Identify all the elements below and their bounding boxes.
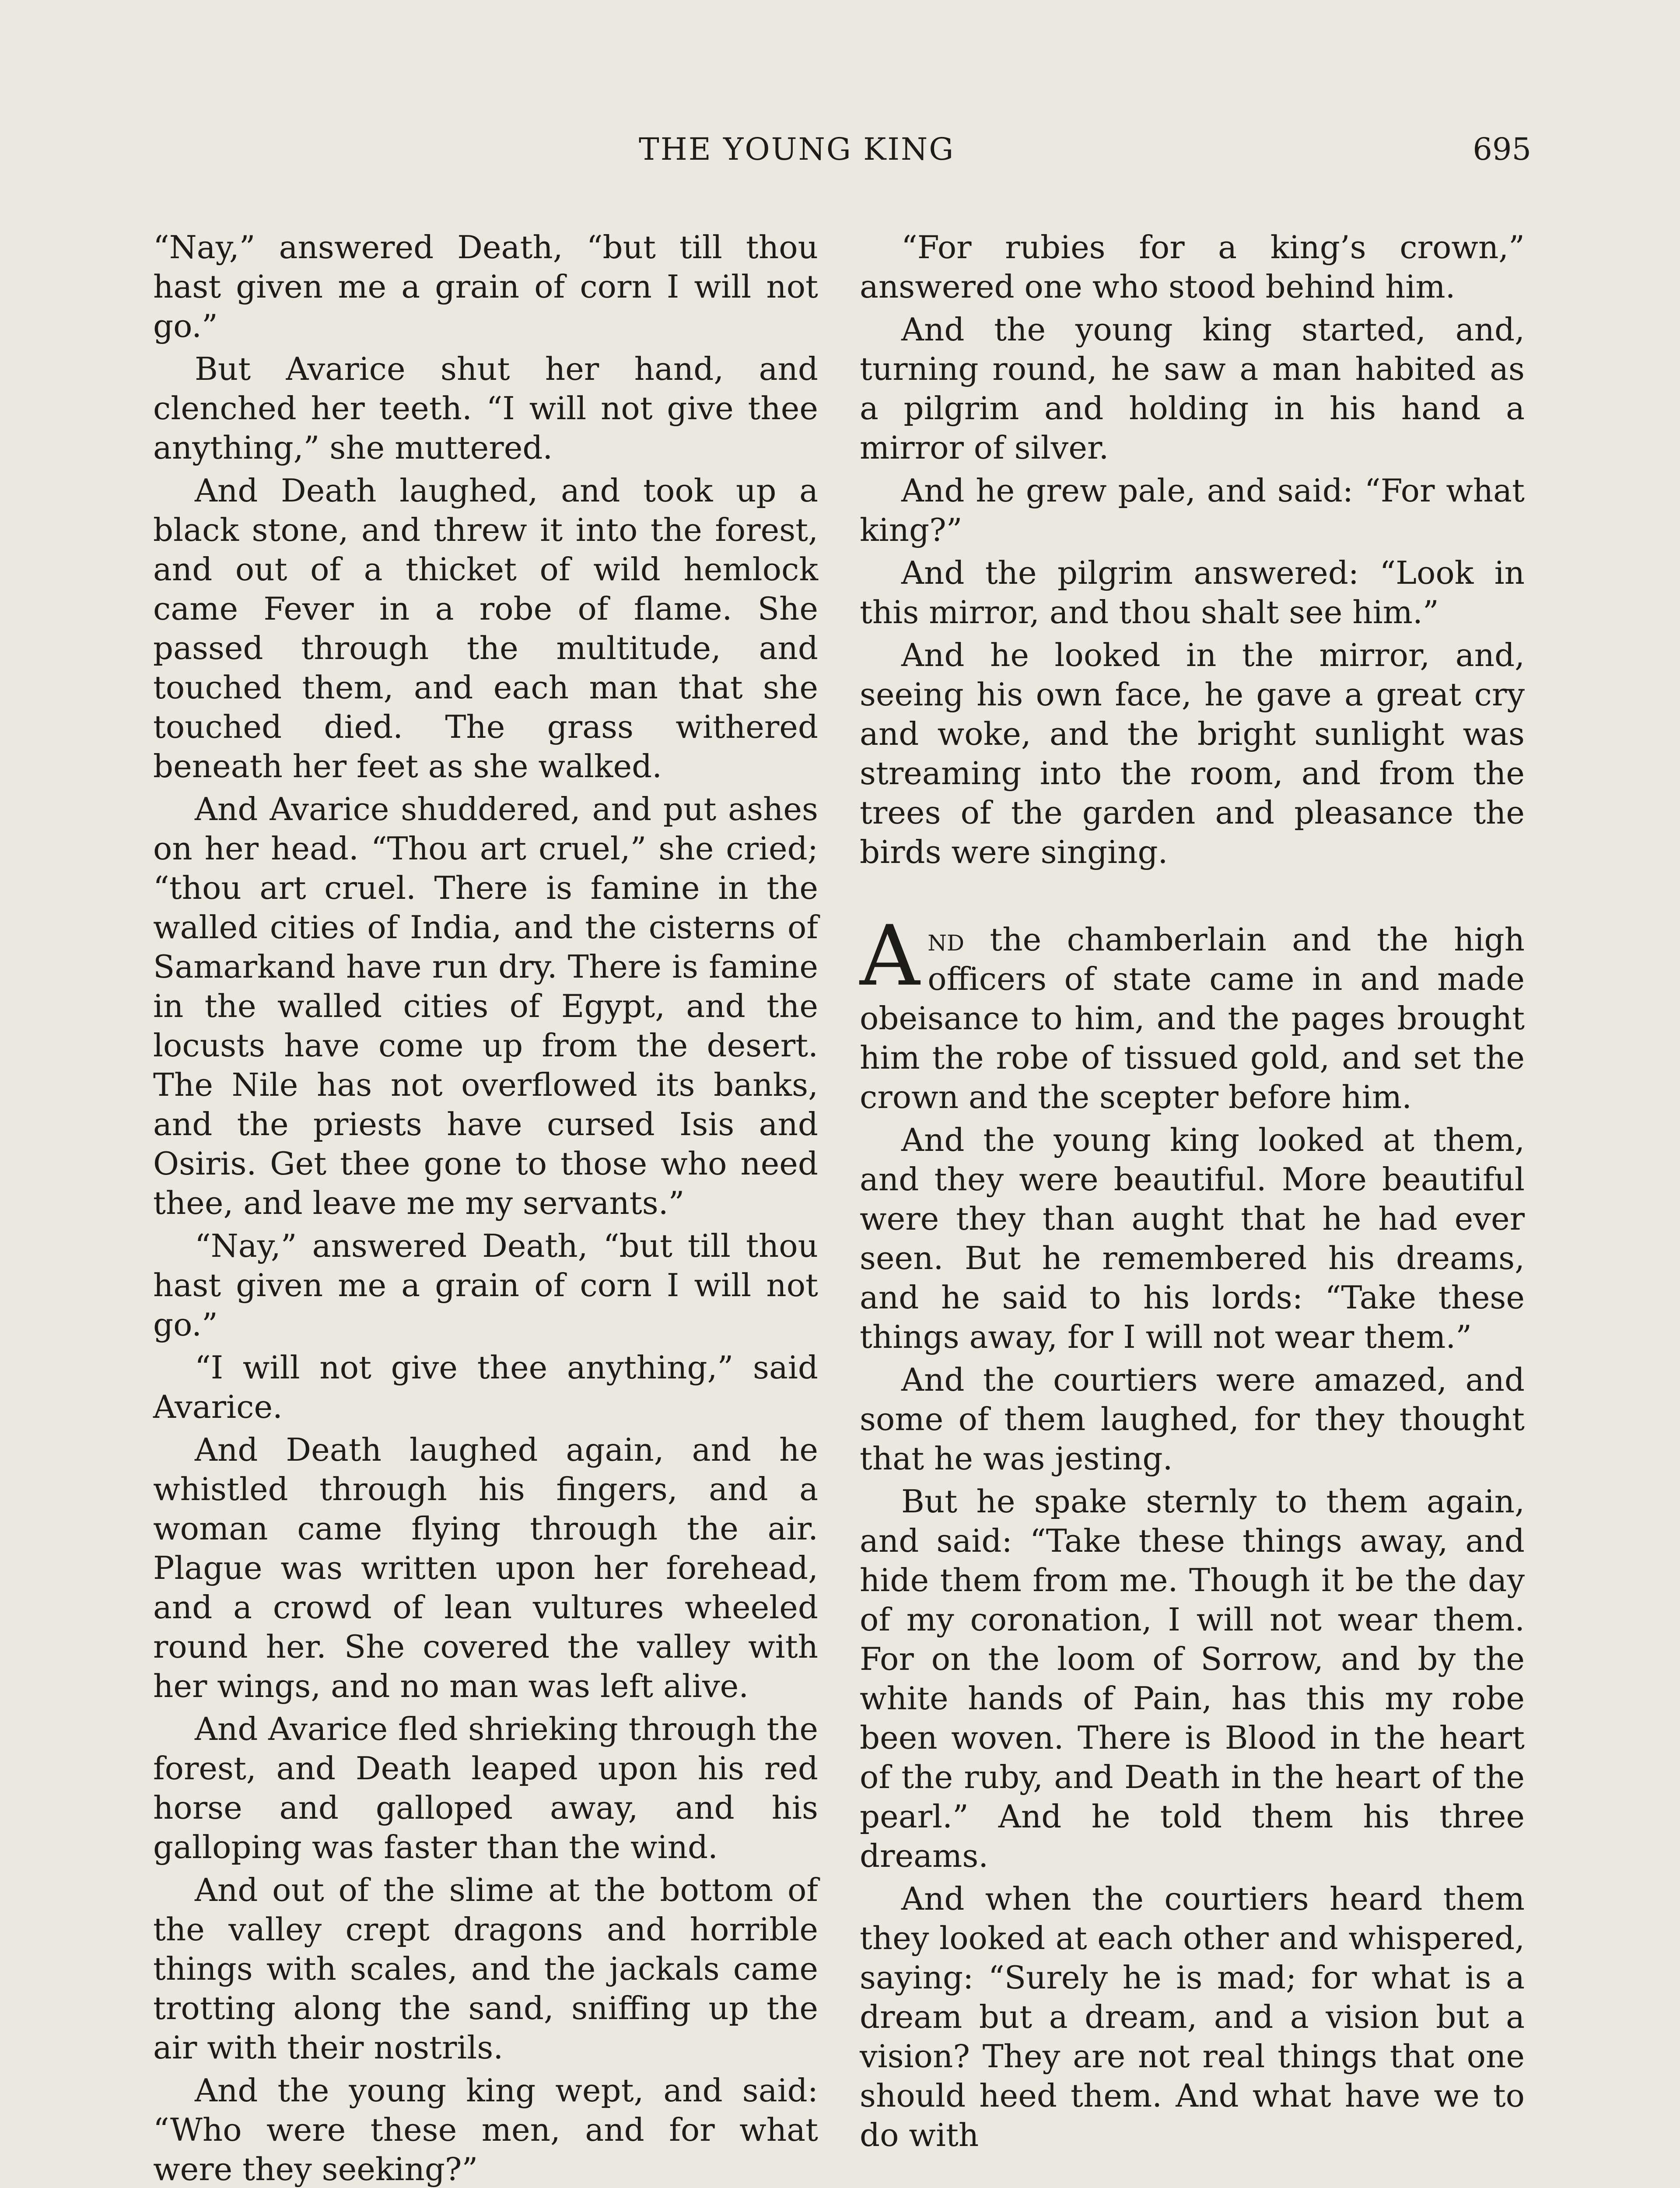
right-column [860, 228, 1525, 2158]
paragraph: “For rubies for a king’s crown,” answered one who stood behind him. [860, 229, 1525, 305]
paragraph: And the young king looked at them, and they were beautiful. More beautiful were they than aught that he had ever seen. But he remembered his dreams, and he said to his lords: “Take these things away, for I will not wear them.” [860, 1122, 1525, 1355]
paragraph: And out of the slime at the bottom of the valley crept dragons and horrible things with scales, and the jackals came trotting along the sand, sniffing up the air with their nostrils. [153, 1872, 818, 2066]
paragraph: And the young king started, and, turning round, he saw a man habited as a pilgrim and holding in his hand a mirror of silver. [860, 311, 1525, 466]
paragraph: And when the courtiers heard them they looked at each other and whispered, saying: “Surely he is mad; for what is a dream but a dream, and a vision but a vision? They are not real things that one should heed them. And what have we to do with [860, 1880, 1525, 2153]
paragraph: And Avarice shuddered, and put ashes on her head. “Thou art cruel,” she cried; “thou art cruel. There is famine in the walled cities of India, and the cisterns of Samarkand have run dry. There is famine in the walled cities of Egypt, and the locusts have come up from the desert. The Nile has not overflowed its banks, and the priests have cursed Isis and Osiris. Get thee gone to those who need thee, and leave me my servants.” [153, 791, 818, 1221]
paragraph: And the young king wept, and said: “Who were these men, and for what were they seeking?” [153, 2072, 818, 2188]
paragraph: And Death laughed again, and he whistled through his fingers, and a woman came flying through the air. Plague was written upon her forehead, and a crowd of lean vultures wheeled round her. She covered the valley with her wings, and no man was left alive. [153, 1431, 818, 1704]
paragraph: And the courtiers were amazed, and some of them laughed, for they thought that he was jesting. [860, 1361, 1525, 1477]
paragraph: But he spake sternly to them again, and said: “Take these things away, and hide them from me. Though it be the day of my coronation, I will not wear them. For on the loom of Sorrow, and by the white hands of Pain, has this my robe been woven. There is Blood in the heart of the ruby, and Death in the heart of the pearl.” And he told them his three dreams. [860, 1483, 1525, 1874]
paragraph: And he grew pale, and said: “For what king?” [860, 472, 1525, 548]
paragraph: And Avarice fled shrieking through the forest, and Death leaped upon his red horse and galloped away, and his galloping was faster than the wind. [153, 1711, 818, 1865]
running-title: THE YOUNG KING [639, 131, 955, 167]
paragraph: And Death laughed, and took up a black stone, and threw it into the forest, and out of a thicket of wild hemlock came Fever in a robe of flame. She passed through the multitude, and touched them, and each man that she touched died. The grass withered beneath her feet as she walked. [153, 472, 818, 785]
paragraph: And the pilgrim answered: “Look in this mirror, and thou shalt see him.” [860, 554, 1525, 631]
paragraph: “Nay,” answered Death, “but till thou hast given me a grain of corn I will not go.” [153, 1227, 818, 1343]
paragraph: “Nay,” answered Death, “but till thou hast given me a grain of corn I will not go.” [153, 229, 818, 344]
paragraph: “I will not give thee anything,” said Avarice. [153, 1349, 818, 1425]
left-column [153, 228, 818, 2188]
drop-cap: A [860, 908, 920, 1004]
section-opening-paragraph [860, 908, 1525, 1117]
page-number: 695 [1473, 131, 1531, 167]
paragraph: But Avarice shut her hand, and clenched her teeth. “I will not give thee anything,” she muttered. [153, 351, 818, 466]
section-opening-text: the chamberlain and the high officers of state came in and made obeisance to him, and the pages brought him the robe of tissued gold, and set the crown and the scepter before him. [860, 921, 1525, 1115]
paragraph: And he looked in the mirror, and, seeing his own face, he gave a great cry and woke, and the bright sunlight was streaming into the room, and from the trees of the garden and pleasance the birds were singing. [860, 637, 1525, 870]
page-header [0, 131, 1680, 184]
small-caps-lead: nd [928, 921, 965, 958]
